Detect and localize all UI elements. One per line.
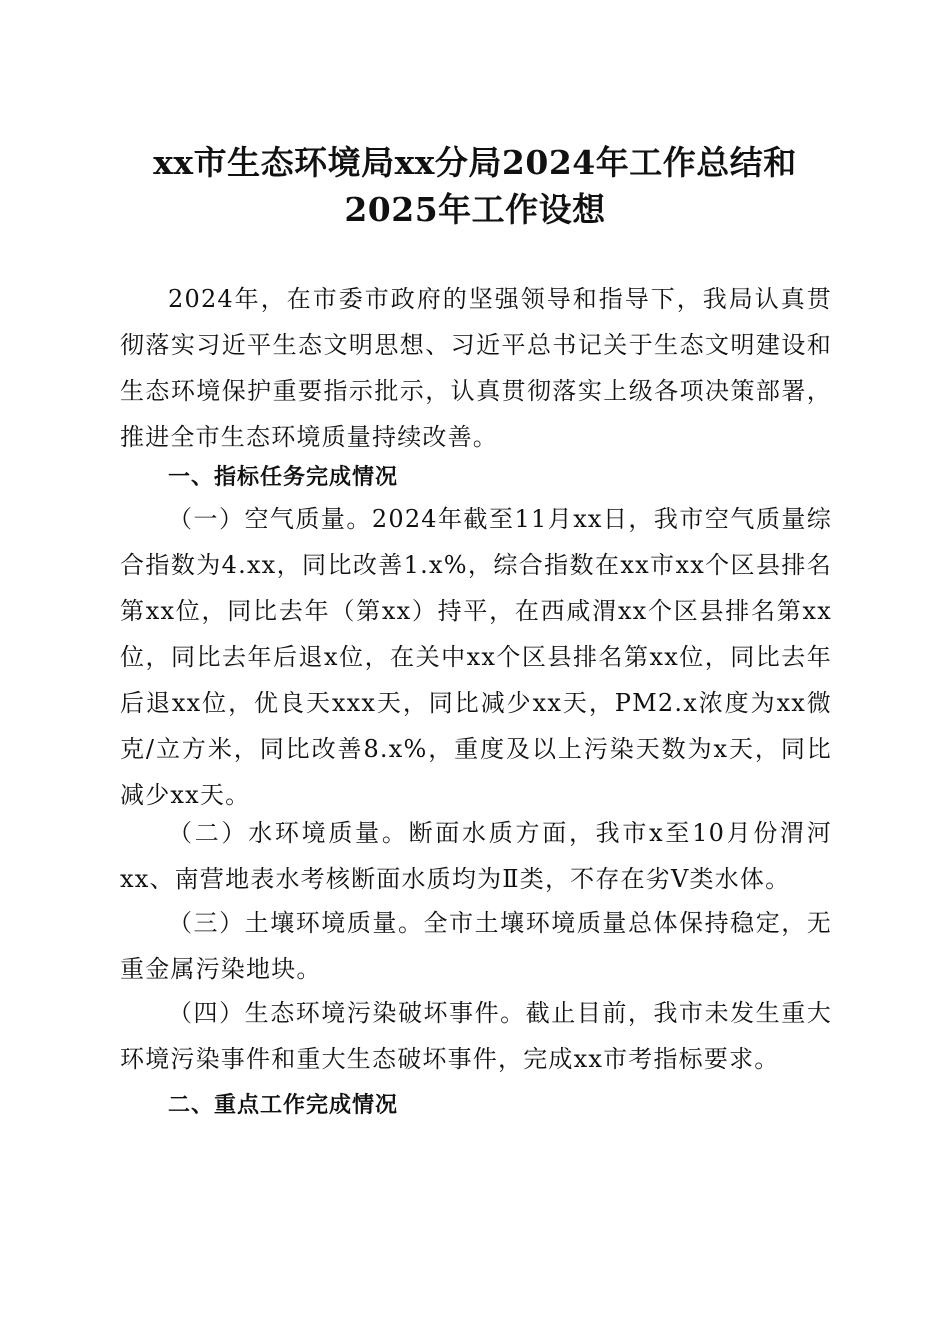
document-title-line-1: xx市生态环境局xx分局2024年工作总结和 (153, 143, 797, 182)
item-soil-quality (120, 900, 832, 992)
item-air-quality (120, 496, 832, 818)
item-water-quality-text: 断面水质方面，我市x至10月份渭河xx、南营地表水考核断面水质均为Ⅱ类，不存在劣Ⅴ类水体。 (120, 819, 832, 893)
item-air-quality-text: 2024年截至11月xx日，我市空气质量综合指数为4.xx，同比改善1.x%，综合指数在xx市xx个区县排名第xx位，同比去年（第xx）持平，在西咸渭xx个区县排名第xx位，同比去年后退x位，在关中xx个区县排名第xx位，同比去年后退xx位，优良天xxx天，同比减少xx天，PM2.x浓度为xx微克/立方米，同比改善8.x%，重度及以上污染天数为x天，同比减少xx天。 (120, 505, 833, 809)
item-water-quality-label: （二）水环境质量。 (168, 819, 409, 847)
section-2-heading: 二、重点工作完成情况 (168, 1093, 399, 1118)
item-water-quality (120, 810, 832, 902)
intro-paragraph: 2024年，在市委市政府的坚强领导和指导下，我局认真贯彻落实习近平生态文明思想、习近平总书记关于生态文明建设和生态环境保护重要指示批示，认真贯彻落实上级各项决策部署，推进全市生态环境质量持续改善。 (120, 285, 832, 451)
item-pollution-events-label: （四）生态环境污染破坏事件。 (168, 999, 526, 1027)
item-pollution-events-text: 截止目前，我市未发生重大环境污染事件和重大生态破坏事件，完成xx市考指标要求。 (120, 999, 832, 1073)
item-soil-quality-label: （三）土壤环境质量。 (168, 909, 424, 937)
item-air-quality-label: （一）空气质量。 (168, 505, 372, 533)
item-pollution-events (120, 990, 832, 1082)
section-1-heading: 一、指标任务完成情况 (168, 465, 399, 490)
item-soil-quality-text: 全市土壤环境质量总体保持稳定，无重金属污染地块。 (120, 909, 833, 983)
document-title-line-2: 2025年工作设想 (344, 190, 606, 229)
